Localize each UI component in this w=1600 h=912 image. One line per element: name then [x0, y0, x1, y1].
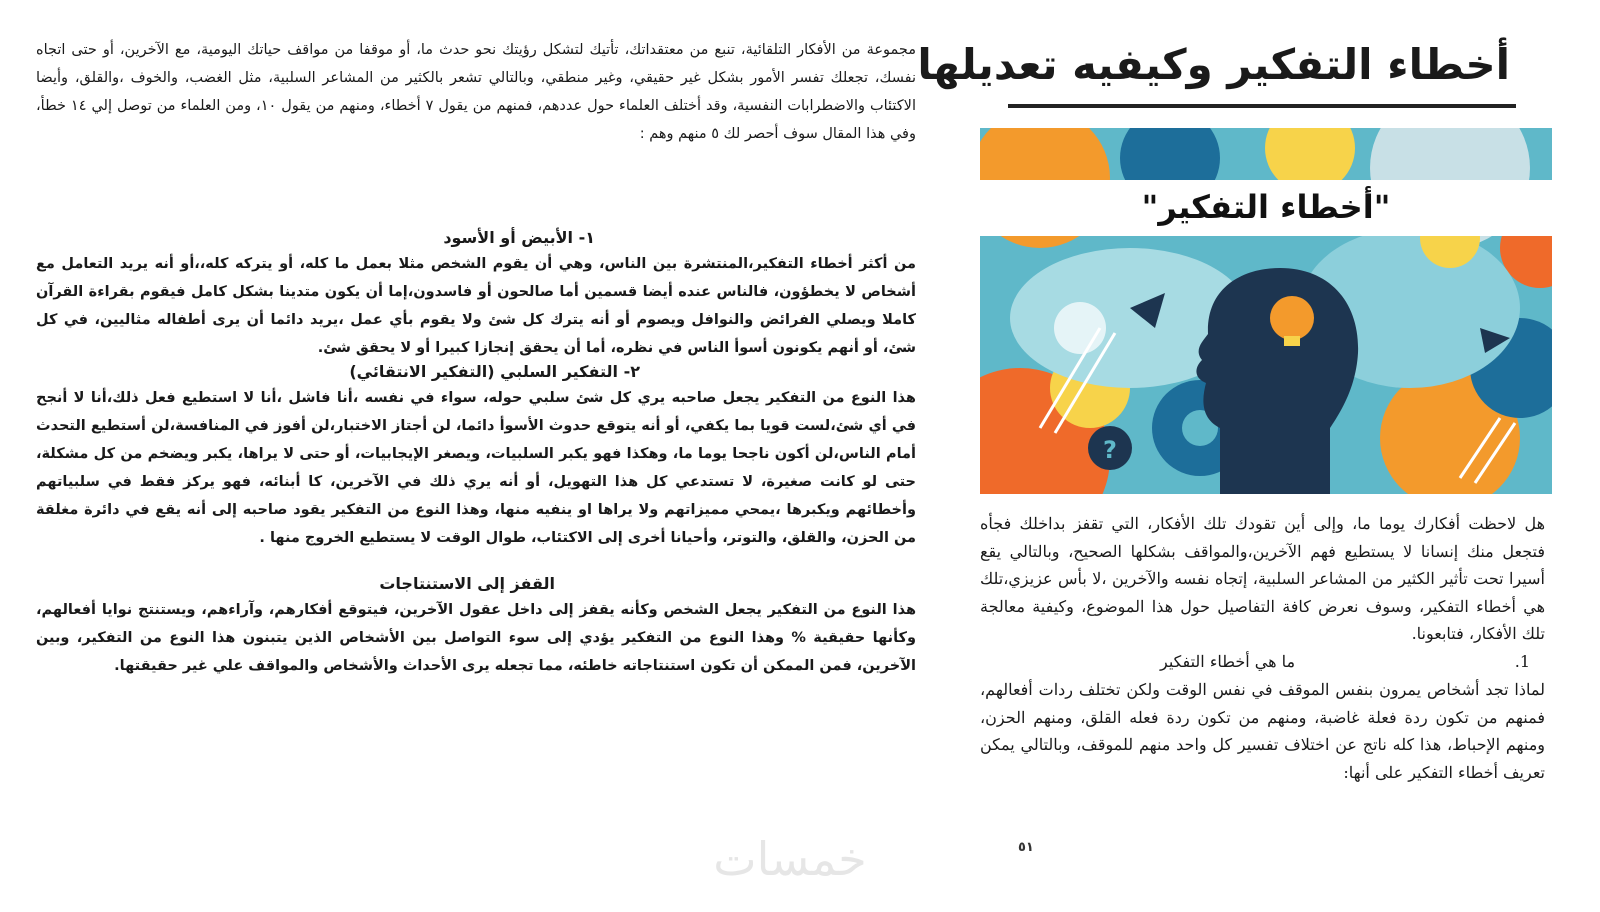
title-underline — [1008, 104, 1516, 108]
thinking-errors-illustration — [980, 128, 1552, 494]
section-heading-negative-thinking: ٢- التفكير السلبي (التفكير الانتقائي) — [349, 362, 640, 381]
hero-caption: "أخطاء التفكير" — [1141, 188, 1391, 226]
watermark-text: خمسات — [713, 832, 867, 886]
section-body-black-or-white: من أكثر أخطاء التفكير،المنتشرة بين الناس، وهي أن يقوم الشخص مثلا بعمل ما كله، أو يتركه كله،،أو أنه يريد التعامل مع أشخاص لا يخطؤون، فالناس عنده أيضا قسمين أما صالحون أو فاسدون،إما أن يكون متدينا بشكل كامل فيقوم بقراءة القرآن كاملا ويصلي الفرائض والنوافل ويصوم أو أنه يترك كل شئ ولا يقوم بأي عمل ،يريد دائما أن يرى أطفاله مثاليين، في كل شئ، أو أنهم يكونون أسوأ الناس في نظره، أما أن يحقق إنجازا كبيرا أو لا يحقق شئ. — [36, 256, 916, 356]
section-body-jumping-to-conclusions: هذا النوع من التفكير يجعل الشخص وكأنه يقفز إلى داخل عقول الآخرين، فيتوقع أفكارهم، وآراءهم، ويستنتج نوايا أفعالهم، وكأنها حقيقية % وهذا النوع من التفكير يؤدي إلى سوء التواصل بين الأشخاص الذين يتبنون هذا النوع من التفكير، وبين الآخرين، فمن الممكن أن تكون استنتاجاته خاطئه، مما تجعله يرى الأحداث والأشخاص والمواقف علي غير حقيقتها. — [36, 602, 916, 674]
intro-paragraph-right: هل لاحظت أفكارك يوما ما، وإلى أين تقودك تلك الأفكار، التي تقفز بداخلك فجأه فتجعل منك إنسانا لا يستطيع فهم الآخرين،والمواقف بشكلها الصحيح، وبالتالي يقع أسيرا تحت تأثير الكثير من المشاعر السلبية، إتجاه نفسه والآخرين ،لا بأس عزيزي،تلك هي أخطاء التفكير، وسوف نعرض كافة التفاصيل حول هذا الموضوع، وكيفية معالجة تلك الأفكار، فتابعونا. — [980, 514, 1546, 643]
section-heading-jumping-to-conclusions: القفز إلى الاستنتاجات — [379, 574, 555, 593]
section-heading-black-or-white: ١- الأبيض أو الأسود — [443, 228, 595, 247]
page-number: ٥١ — [1018, 840, 1034, 855]
section-body-negative-thinking: هذا النوع من التفكير يجعل صاحبه يري كل شئ سلبي حوله، سواء في نفسه ،أنا فاشل ،أنا لا استطيع فعل ذلك،أنا لا أنجح في أي شئ،لست قويا بما يكفي، أو أنه يتوقع حدوث الأسوأ دائما، لن أجتاز الاختبار،لن أفوز في المنافسة،لن أستطيع التحدث أمام الناس،لن أكون ناجحا يوما ما، وهكذا فهو يكبر السلبيات، ويصغر الإيجابيات، أو حتى لا يراها، يكبر ويضخم من كل مشكلة، حتى لو كانت صغيرة، لا تستدعي كل هذا التهويل، أو أنه يري ذلك في الآخرين، كا أبنائه، فهو يركز فقط في سلبياتهم وأخطائهم ويكبرها ،يمحي مميزاتهم ولا يراها او ينفيه منها، وهذا النوع من التفكير يقود صاحبه إلى أنه يقع في دائرة مغلقة من الحزن، والقلق، والتوتر، وأحيانا أخرى إلى الاكتئاب، طوال الوقت لا يستطيع الخروج منها . — [36, 390, 916, 546]
svg-text:?: ? — [1103, 436, 1117, 464]
list-item-text: ما هي أخطاء التفكير — [1160, 652, 1296, 671]
numbered-list-item — [1160, 648, 1530, 676]
hero-illustration — [980, 128, 1552, 494]
definition-paragraph: لماذا تجد أشخاص يمرون بنفس الموقف في نفس الوقت ولكن تختلف ردات أفعالهم، فمنهم من تكون ردة فعلة غاضبة، ومنهم من تكون ردة فعله القلق، ومنهم الحزن، ومنهم الإحباط، هذا كله ناتج عن اختلاف تفسير كل واحد منهم للموقف، وبالتالي يمكن تعريف أخطاء التفكير على أنها: — [980, 680, 1545, 782]
intro-paragraph: مجموعة من الأفكار التلقائية، تنبع من معتقداتك، تأتيك لتشكل رؤيتك نحو حدث ما، أو موقفا من مواقف حياتك اليومية، مع الآخرين، أو حتى اتجاه نفسك، تجعلك تفسر الأمور بشكل غير حقيقي، وغير منطقي، وبالتالي تشعر بالكثير من المشاعر السلبية، مثل الغضب، والخوف ،والقلق، وأيضا الاكتئاب والاضطرابات النفسية، وقد أختلف العلماء حول عددهم، فمنهم من يقول ٧ أخطاء، ومنهم من يقول ١٠، ومن العلماء من توصل إلي ١٤ خطأ، وفي هذا المقال سوف أحصر لك ٥ منهم وهم : — [36, 42, 916, 142]
khamsat-watermark — [690, 820, 890, 890]
article-title: أخطاء التفكير وكيفيه تعديلها — [917, 40, 1510, 89]
list-item-number: 1. — [1514, 652, 1530, 671]
